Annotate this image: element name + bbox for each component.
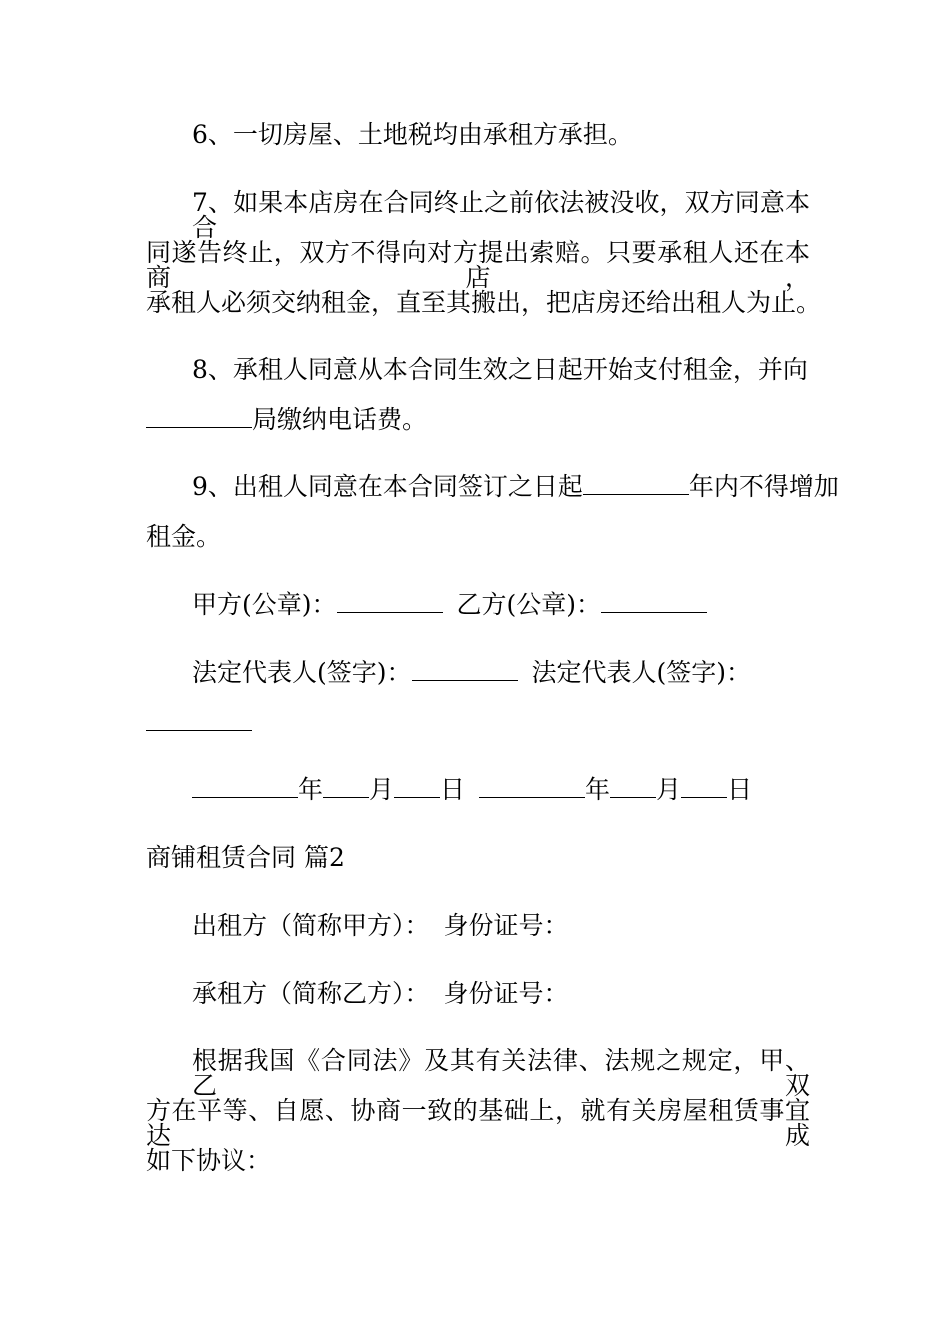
year-label: 年 [298,775,324,804]
month-label: 月 [369,775,395,804]
section-2-title: 商铺租赁合同 篇2 [146,843,345,872]
rep-b-label: 法定代表人(签字)： [531,658,752,687]
blank-line [192,777,298,798]
clause-9-line-2: 租金。 [146,522,222,551]
clause-7-line-1: 7、如果本店房在合同终止之前依法被没收，双方同意本合 [192,188,810,242]
blank-line [323,777,369,798]
month-label: 月 [656,775,682,804]
blank-line [146,710,252,731]
rep-a-label: 法定代表人(签字)： [192,658,412,687]
blank-line [337,592,443,613]
clause-8-line-1: 8、承租人同意从本合同生效之日起开始支付租金，并向 [192,355,808,384]
intro-line-3: 如下协议： [146,1146,272,1175]
intro-line-1: 根据我国《合同法》及其有关法律、法规之规定，甲、乙双 [192,1046,810,1100]
blank-line [583,474,689,495]
party-b-seal-label: 乙方(公章)： [456,590,602,619]
blank-line [146,407,252,428]
rep-b-blank-line [146,710,810,735]
lessee-id-label: 身份证号： [443,979,569,1008]
clause-9-prefix: 9、出租人同意在本合同签订之日起 [192,472,583,501]
lessee-label: 承租方（简称乙方）： [192,979,430,1008]
clause-7-line-3: 承租人必须交纳租金，直至其搬出，把店房还给出租人为止。 [146,288,822,317]
date-line [192,777,810,802]
lessor-label: 出租方（简称甲方）： [192,911,430,940]
seal-line [192,592,810,617]
party-a-seal-label: 甲方(公章)： [192,590,337,619]
clause-9-suffix: 年内不得增加 [688,472,839,501]
rep-line [192,660,810,685]
clause-8-line-2 [146,407,810,432]
day-label: 日 [727,775,753,804]
year-label: 年 [585,775,611,804]
day-label: 日 [440,775,466,804]
lessee-line [192,981,810,1006]
blank-line [681,777,727,798]
blank-line [601,592,707,613]
clause-8-suffix: 局缴纳电话费。 [252,405,428,434]
clause-6: 6、一切房屋、土地税均由承租方承担。 [192,120,633,149]
blank-line [412,660,518,681]
blank-line [479,777,585,798]
clause-7-line-2: 同遂告终止，双方不得向对方提出索赔。只要承租人还在本商店， [146,238,810,292]
clause-9-line-1 [192,472,839,501]
lessor-id-label: 身份证号： [443,911,569,940]
blank-line [394,777,440,798]
lessor-line [192,913,810,938]
blank-line [610,777,656,798]
intro-line-2: 方在平等、自愿、协商一致的基础上，就有关房屋租赁事宜达成 [146,1096,810,1150]
